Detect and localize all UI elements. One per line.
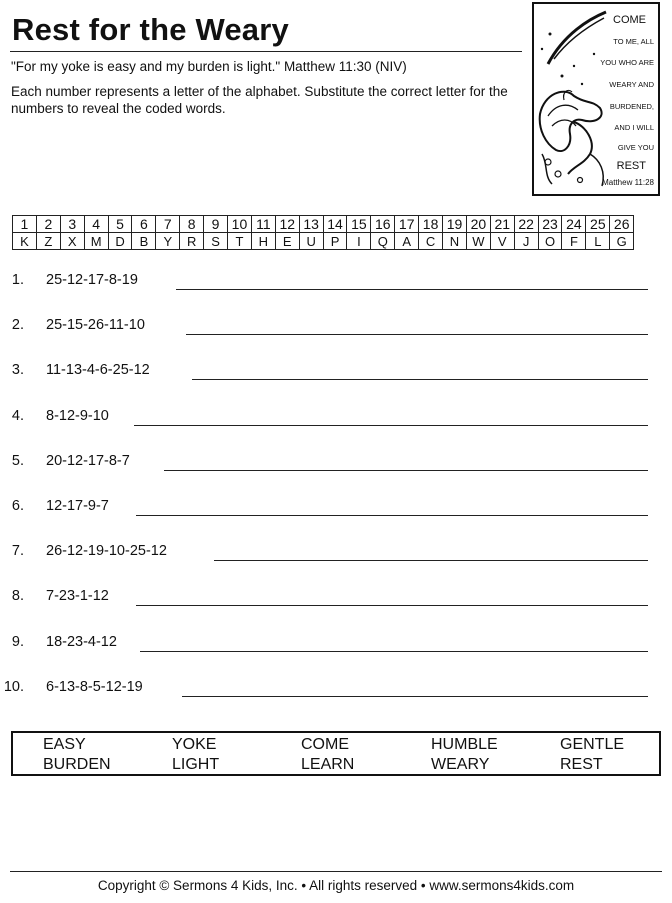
- word-bank-word: BURDEN: [43, 756, 111, 773]
- key-letter-cell: W: [466, 233, 490, 250]
- key-letter-cell: B: [132, 233, 156, 250]
- problem-code: 25-12-17-8-19: [46, 272, 138, 288]
- key-number-cell: 8: [180, 216, 204, 233]
- key-number-cell: 12: [275, 216, 299, 233]
- art-text-line: TO ME, ALL: [613, 37, 654, 46]
- answer-line[interactable]: [136, 515, 648, 516]
- key-number-cell: 6: [132, 216, 156, 233]
- key-letter-cell: Z: [36, 233, 60, 250]
- word-bank-word: EASY: [43, 736, 86, 753]
- answer-line[interactable]: [182, 696, 648, 697]
- key-number-cell: 16: [371, 216, 395, 233]
- problem-row: [0, 406, 660, 428]
- art-text-line: YOU WHO ARE: [600, 58, 654, 67]
- instructions: Each number represents a letter of the alphabet. Substitute the correct letter for the numbers to reveal the coded words.: [11, 84, 508, 116]
- word-bank-word: WEARY: [431, 756, 490, 773]
- art-text-line: BURDENED,: [609, 102, 654, 111]
- title-divider: [10, 51, 522, 52]
- scripture-verse: "For my yoke is easy and my burden is light." Matthew 11:30 (NIV): [11, 59, 407, 74]
- key-number-cell: 21: [490, 216, 514, 233]
- problem-row: [0, 541, 660, 563]
- key-number-cell: 9: [204, 216, 228, 233]
- key-number-cell: 7: [156, 216, 180, 233]
- key-letter-cell: R: [180, 233, 204, 250]
- key-letter-cell: S: [204, 233, 228, 250]
- problem-row: [0, 632, 660, 654]
- key-letter-cell: C: [419, 233, 443, 250]
- key-number-cell: 2: [36, 216, 60, 233]
- problem-row: [0, 451, 660, 473]
- key-number-cell: 14: [323, 216, 347, 233]
- problem-number: 10.: [3, 678, 24, 695]
- key-number-cell: 25: [586, 216, 610, 233]
- art-text-line: WEARY AND: [609, 80, 654, 89]
- key-letter-cell: T: [228, 233, 252, 250]
- key-letter-cell: V: [490, 233, 514, 250]
- key-number-cell: 11: [251, 216, 275, 233]
- key-letter-cell: Y: [156, 233, 180, 250]
- key-number-cell: 13: [299, 216, 323, 233]
- problem-code: 6-13-8-5-12-19: [46, 678, 143, 695]
- key-number-cell: 3: [60, 216, 84, 233]
- key-number-cell: 19: [443, 216, 467, 233]
- key-letter-cell: O: [538, 233, 562, 250]
- page-title: Rest for the Weary: [12, 12, 289, 47]
- answer-line[interactable]: [140, 651, 648, 652]
- key-number-cell: 20: [466, 216, 490, 233]
- problem-number: 4.: [11, 407, 24, 424]
- problem-number: 1.: [11, 272, 24, 288]
- problem-row: [0, 270, 660, 292]
- word-bank-word: GENTLE: [560, 736, 625, 753]
- art-text-line: AND I WILL: [614, 123, 654, 132]
- answer-line[interactable]: [192, 379, 648, 380]
- footer-divider: [10, 871, 662, 872]
- problem-code: 18-23-4-12: [46, 633, 117, 650]
- illustration-box: [532, 2, 660, 196]
- problem-code: 11-13-4-6-25-12: [46, 362, 150, 379]
- key-number-cell: 17: [395, 216, 419, 233]
- problem-number: 9.: [11, 633, 24, 650]
- problem-code: 7-23-1-12: [46, 588, 109, 605]
- problem-number: 3.: [11, 362, 24, 379]
- problem-row: [0, 360, 660, 382]
- answer-line[interactable]: [176, 289, 648, 290]
- problem-number: 8.: [11, 588, 24, 605]
- key-number-cell: 18: [419, 216, 443, 233]
- problem-code: 26-12-19-10-25-12: [46, 543, 167, 560]
- key-letter-cell: A: [395, 233, 419, 250]
- footer-copyright: Copyright © Sermons 4 Kids, Inc. • All rights reserved • www.sermons4kids.com: [97, 878, 575, 893]
- answer-line[interactable]: [164, 470, 648, 471]
- problem-number: 2.: [11, 317, 24, 334]
- key-letter-cell: L: [586, 233, 610, 250]
- word-bank-word: HUMBLE: [431, 736, 498, 753]
- key-letter-cell: G: [610, 233, 634, 250]
- key-letter-cell: M: [84, 233, 108, 250]
- art-text-line: REST: [616, 160, 646, 172]
- word-bank-word: COME: [301, 736, 349, 753]
- key-number-cell: 4: [84, 216, 108, 233]
- answer-line[interactable]: [134, 425, 648, 426]
- problem-code: 8-12-9-10: [46, 407, 109, 424]
- art-text-line: GIVE YOU: [617, 143, 654, 152]
- problem-code: 12-17-9-7: [46, 498, 109, 514]
- key-letter-cell: I: [347, 233, 371, 250]
- problem-number: 6.: [11, 498, 24, 514]
- key-letter-cell: J: [514, 233, 538, 250]
- key-letter-cell: E: [275, 233, 299, 250]
- key-number-cell: 22: [514, 216, 538, 233]
- answer-line[interactable]: [136, 605, 648, 606]
- problem-row: [0, 315, 660, 337]
- answer-line[interactable]: [214, 560, 648, 561]
- word-bank: [11, 731, 661, 776]
- word-bank-word: LIGHT: [172, 756, 220, 773]
- answer-line[interactable]: [186, 334, 648, 335]
- problem-row: [0, 586, 660, 608]
- key-letter-cell: N: [443, 233, 467, 250]
- problem-code: 25-15-26-11-10: [46, 317, 145, 334]
- key-letter-cell: X: [60, 233, 84, 250]
- word-bank-word: LEARN: [301, 756, 355, 773]
- key-number-cell: 24: [562, 216, 586, 233]
- cipher-key-table: [12, 215, 634, 250]
- key-letter-cell: D: [108, 233, 132, 250]
- problem-number: 7.: [11, 543, 24, 560]
- art-reference: Matthew 11:28: [602, 178, 654, 187]
- art-text-line: COME: [613, 14, 646, 26]
- problem-code: 20-12-17-8-7: [46, 452, 130, 469]
- problem-row: [0, 496, 660, 518]
- key-number-cell: 15: [347, 216, 371, 233]
- key-number-cell: 1: [13, 216, 37, 233]
- key-letter-cell: K: [13, 233, 37, 250]
- problem-row: [0, 677, 660, 699]
- word-bank-word: REST: [560, 756, 603, 773]
- problem-number: 5.: [11, 452, 24, 469]
- key-number-cell: 10: [228, 216, 252, 233]
- key-letter-cell: U: [299, 233, 323, 250]
- key-letter-cell: P: [323, 233, 347, 250]
- key-letter-cell: H: [251, 233, 275, 250]
- key-number-cell: 23: [538, 216, 562, 233]
- key-number-cell: 5: [108, 216, 132, 233]
- key-number-cell: 26: [610, 216, 634, 233]
- key-letter-cell: Q: [371, 233, 395, 250]
- key-letter-cell: F: [562, 233, 586, 250]
- word-bank-word: YOKE: [172, 736, 217, 753]
